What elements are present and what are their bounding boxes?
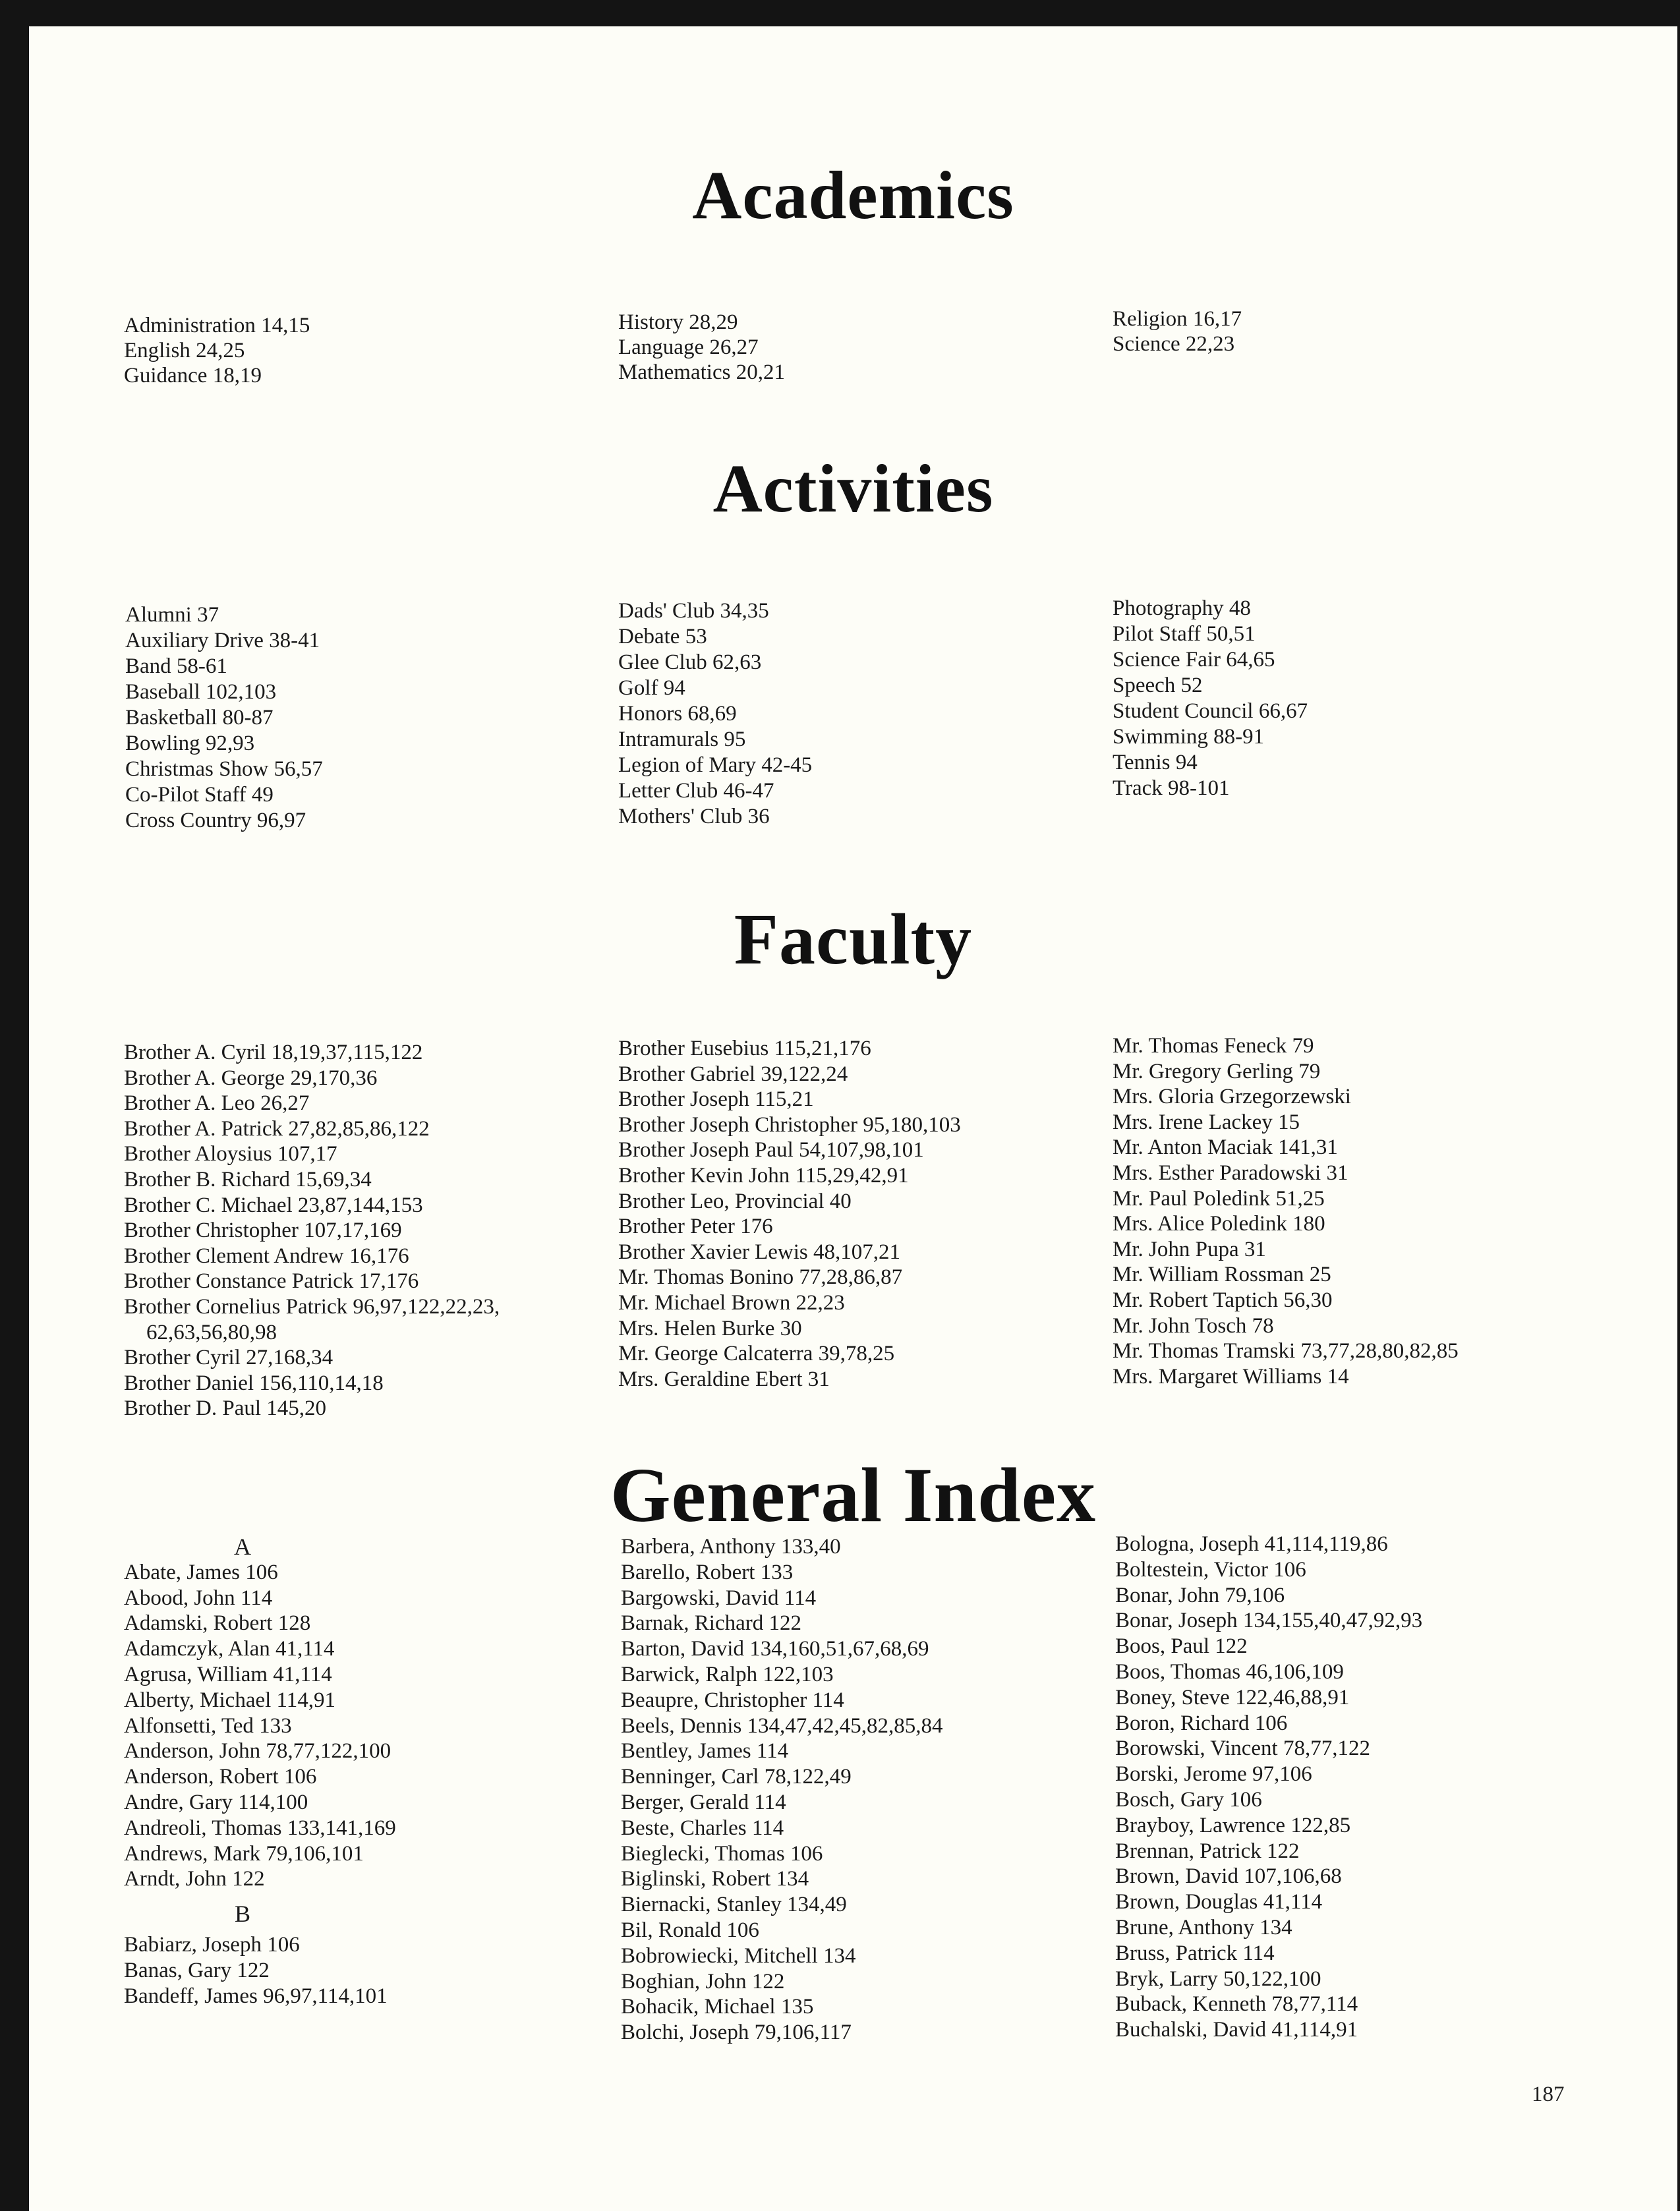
index-entry: Mr. George Calcaterra 39,78,25 bbox=[618, 1342, 895, 1366]
index-entry: Language 26,27 bbox=[618, 335, 759, 359]
letter-heading-a: A bbox=[234, 1534, 251, 1560]
general-index-column-1 bbox=[124, 1534, 625, 2009]
index-entry: Adamczyk, Alan 41,114 bbox=[124, 1637, 335, 1661]
index-entry: Mr. Paul Poledink 51,25 bbox=[1113, 1186, 1325, 1211]
index-entry: Bentley, James 114 bbox=[621, 1739, 789, 1764]
index-entry: Bargowski, David 114 bbox=[621, 1586, 817, 1610]
index-entry: Barton, David 134,160,51,67,68,69 bbox=[621, 1637, 929, 1661]
index-entry: Andre, Gary 114,100 bbox=[124, 1790, 308, 1814]
index-entry: Mrs. Gloria Grzegorzewski bbox=[1113, 1085, 1351, 1109]
index-entry: Brother Christopher 107,17,169 bbox=[124, 1219, 402, 1243]
academics-column-1 bbox=[124, 313, 625, 388]
index-entry: Brother A. Patrick 27,82,85,86,122 bbox=[124, 1116, 430, 1141]
index-entry: Photography 48 bbox=[1113, 596, 1251, 620]
activities-column-2 bbox=[618, 598, 1119, 830]
index-entry: Brother Joseph Christopher 95,180,103 bbox=[618, 1112, 961, 1137]
index-entry: Mr. Michael Brown 22,23 bbox=[618, 1290, 845, 1315]
index-entry: Borski, Jerome 97,106 bbox=[1115, 1762, 1312, 1787]
index-entry: Mrs. Helen Burke 30 bbox=[618, 1316, 802, 1340]
index-entry: Beaupre, Christopher 114 bbox=[621, 1688, 844, 1712]
index-entry: Co-Pilot Staff 49 bbox=[125, 783, 274, 807]
index-entry: Mr. William Rossman 25 bbox=[1113, 1263, 1331, 1287]
index-entry: Bryk, Larry 50,122,100 bbox=[1115, 1967, 1321, 1991]
index-entry: Administration 14,15 bbox=[124, 314, 310, 337]
general-index-column-3 bbox=[1115, 1532, 1616, 2043]
entries-a bbox=[124, 1560, 625, 1892]
index-entry: Brother Constance Patrick 17,176 bbox=[124, 1269, 419, 1294]
academics-heading: Academics bbox=[692, 158, 1014, 233]
index-entry: Banas, Gary 122 bbox=[124, 1958, 270, 1982]
index-entry: Brother Joseph Paul 54,107,98,101 bbox=[618, 1138, 924, 1163]
index-entry: Boos, Thomas 46,106,109 bbox=[1115, 1659, 1344, 1684]
index-entry: Brayboy, Lawrence 122,85 bbox=[1115, 1813, 1351, 1837]
index-entry: Bieglecki, Thomas 106 bbox=[621, 1841, 823, 1866]
index-entry: Boghian, John 122 bbox=[621, 1969, 785, 1994]
index-entry: Boos, Paul 122 bbox=[1115, 1634, 1248, 1659]
index-entry: Boney, Steve 122,46,88,91 bbox=[1115, 1685, 1350, 1709]
index-entry: Brune, Anthony 134 bbox=[1115, 1915, 1292, 1939]
index-entry: Abate, James 106 bbox=[124, 1560, 278, 1584]
index-entry: Christmas Show 56,57 bbox=[125, 757, 323, 781]
index-entry: Honors 68,69 bbox=[618, 702, 737, 726]
index-entry: Barbera, Anthony 133,40 bbox=[621, 1535, 841, 1559]
index-entry: Mr. Anton Maciak 141,31 bbox=[1113, 1135, 1338, 1160]
index-entry: Brother A. Leo 26,27 bbox=[124, 1091, 310, 1116]
index-entry: Bosch, Gary 106 bbox=[1115, 1787, 1262, 1812]
index-entry: Brown, Douglas 41,114 bbox=[1115, 1890, 1323, 1914]
index-entry: Alberty, Michael 114,91 bbox=[124, 1688, 336, 1712]
index-entry: Biglinski, Robert 134 bbox=[621, 1867, 809, 1891]
index-entry: Anderson, John 78,77,122,100 bbox=[124, 1739, 391, 1764]
index-entry: Brother A. George 29,170,36 bbox=[124, 1066, 378, 1090]
index-entry: Legion of Mary 42-45 bbox=[618, 753, 813, 777]
yearbook-index-page bbox=[29, 26, 1677, 2211]
index-entry: Brother Daniel 156,110,14,18 bbox=[124, 1371, 384, 1395]
index-entry: Alumni 37 bbox=[125, 603, 219, 627]
index-entry: Brother Leo, Provincial 40 bbox=[618, 1189, 852, 1213]
index-entry: Brother D. Paul 145,20 bbox=[124, 1396, 327, 1421]
index-entry: Barwick, Ralph 122,103 bbox=[621, 1662, 834, 1686]
letter-heading-b: B bbox=[234, 1901, 250, 1928]
index-entry: Adamski, Robert 128 bbox=[124, 1611, 311, 1636]
index-entry: Abood, John 114 bbox=[124, 1586, 273, 1610]
index-entry: Babiarz, Joseph 106 bbox=[124, 1932, 300, 1957]
index-entry: Intramurals 95 bbox=[618, 728, 746, 751]
letter-group-a bbox=[124, 1534, 625, 1560]
activities-column-1 bbox=[125, 602, 626, 834]
letter-group-b bbox=[124, 1901, 625, 1927]
index-entry: Pilot Staff 50,51 bbox=[1113, 622, 1256, 646]
general-index-heading: General Index bbox=[610, 1452, 1097, 1538]
index-entry: Guidance 18,19 bbox=[124, 364, 262, 388]
index-entry: Mr. Gregory Gerling 79 bbox=[1113, 1059, 1321, 1083]
index-entry: Agrusa, William 41,114 bbox=[124, 1662, 332, 1686]
index-entry: Mr. John Tosch 78 bbox=[1113, 1313, 1274, 1338]
academics-column-3 bbox=[1113, 306, 1613, 357]
index-entry: Barnak, Richard 122 bbox=[621, 1611, 802, 1636]
index-entry: Glee Club 62,63 bbox=[618, 650, 762, 674]
index-entry: Boltestein, Victor 106 bbox=[1115, 1557, 1306, 1582]
index-entry: Buback, Kenneth 78,77,114 bbox=[1115, 1992, 1358, 2017]
index-entry: Mothers' Club 36 bbox=[618, 805, 770, 828]
index-entry: Mrs. Irene Lackey 15 bbox=[1113, 1110, 1300, 1134]
index-entry: Borowski, Vincent 78,77,122 bbox=[1115, 1737, 1370, 1761]
index-entry: Brother Kevin John 115,29,42,91 bbox=[618, 1163, 909, 1188]
faculty-column-2 bbox=[618, 1036, 1119, 1392]
index-entry: Andreoli, Thomas 133,141,169 bbox=[124, 1816, 396, 1840]
index-entry: Brother Aloysius 107,17 bbox=[124, 1142, 337, 1166]
index-entry: Bolchi, Joseph 79,106,117 bbox=[621, 2021, 852, 2045]
index-entry: Brother Gabriel 39,122,24 bbox=[618, 1062, 848, 1086]
index-entry: Bowling 92,93 bbox=[125, 732, 255, 755]
index-entry: Student Council 66,67 bbox=[1113, 699, 1308, 723]
index-entry: Brother Joseph 115,21 bbox=[618, 1087, 814, 1112]
index-entry: Bohacik, Michael 135 bbox=[621, 1995, 814, 2019]
index-entry: Bonar, John 79,106 bbox=[1115, 1583, 1285, 1607]
index-entry: Barello, Robert 133 bbox=[621, 1560, 794, 1584]
index-entry: Mr. Thomas Feneck 79 bbox=[1113, 1034, 1314, 1058]
index-entry: Science 22,23 bbox=[1113, 332, 1235, 356]
faculty-heading: Faculty bbox=[734, 899, 973, 979]
index-entry: Boron, Richard 106 bbox=[1115, 1711, 1288, 1735]
index-entry: Benninger, Carl 78,122,49 bbox=[621, 1765, 852, 1789]
index-entry: Mathematics 20,21 bbox=[618, 360, 785, 384]
academics-column-2 bbox=[618, 310, 1119, 385]
index-entry: Debate 53 bbox=[618, 625, 707, 648]
faculty-column-1 bbox=[124, 1040, 625, 1421]
index-entry: Letter Club 46-47 bbox=[618, 779, 774, 803]
index-entry: Brother C. Michael 23,87,144,153 bbox=[124, 1193, 423, 1217]
index-entry: Swimming 88-91 bbox=[1113, 725, 1265, 749]
index-entry: Brother Eusebius 115,21,176 bbox=[618, 1037, 871, 1060]
index-entry: Mr. Robert Taptich 56,30 bbox=[1113, 1288, 1333, 1312]
index-entry: English 24,25 bbox=[124, 339, 245, 362]
page-number: 187 bbox=[1532, 2082, 1565, 2106]
index-entry: History 28,29 bbox=[618, 310, 738, 334]
general-index-column-2 bbox=[621, 1534, 1122, 2046]
index-entry: Bologna, Joseph 41,114,119,86 bbox=[1115, 1532, 1388, 1556]
index-entry: Bonar, Joseph 134,155,40,47,92,93 bbox=[1115, 1609, 1423, 1633]
entries-b bbox=[124, 1932, 625, 2009]
index-entry: Cross Country 96,97 bbox=[125, 809, 306, 832]
index-entry: Bobrowiecki, Mitchell 134 bbox=[621, 1943, 856, 1968]
index-entry: Brother Cyril 27,168,34 bbox=[124, 1346, 333, 1370]
index-entry: Tennis 94 bbox=[1113, 751, 1198, 774]
index-entry: Biernacki, Stanley 134,49 bbox=[621, 1893, 847, 1917]
index-entry: Anderson, Robert 106 bbox=[124, 1765, 317, 1789]
index-entry: Bil, Ronald 106 bbox=[621, 1918, 759, 1942]
index-entry: Golf 94 bbox=[618, 676, 685, 700]
index-entry: Bandeff, James 96,97,114,101 bbox=[124, 1984, 388, 2008]
index-entry: Mrs. Margaret Williams 14 bbox=[1113, 1364, 1349, 1389]
index-entry: Beels, Dennis 134,47,42,45,82,85,84 bbox=[621, 1713, 943, 1738]
index-entry: Band 58-61 bbox=[125, 654, 227, 678]
index-entry: Religion 16,17 bbox=[1113, 307, 1242, 331]
index-entry: Arndt, John 122 bbox=[124, 1867, 265, 1891]
activities-heading: Activities bbox=[712, 451, 994, 527]
index-entry: Dads' Club 34,35 bbox=[618, 599, 769, 623]
index-entry: Mr. Thomas Bonino 77,28,86,87 bbox=[618, 1265, 903, 1290]
index-entry: Beste, Charles 114 bbox=[621, 1816, 784, 1840]
index-entry: Bruss, Patrick 114 bbox=[1115, 1941, 1275, 1965]
index-entry: Brother A. Cyril 18,19,37,115,122 bbox=[124, 1041, 423, 1064]
index-entry: Mrs. Geraldine Ebert 31 bbox=[618, 1367, 830, 1391]
index-entry: Mr. John Pupa 31 bbox=[1113, 1237, 1266, 1261]
index-entry: Baseball 102,103 bbox=[125, 680, 277, 704]
index-entry: Buchalski, David 41,114,91 bbox=[1115, 2018, 1358, 2042]
index-entry: Brother Cornelius Patrick 96,97,122,22,23, 62,63,56,80,98 bbox=[124, 1294, 500, 1344]
index-entry: Auxiliary Drive 38-41 bbox=[125, 629, 320, 652]
index-entry: Brother Peter 176 bbox=[618, 1215, 773, 1239]
index-entry: Mr. Thomas Tramski 73,77,28,80,82,85 bbox=[1113, 1339, 1459, 1364]
index-entry: Track 98-101 bbox=[1113, 776, 1230, 800]
index-entry: Brother Xavier Lewis 48,107,21 bbox=[618, 1240, 900, 1264]
index-entry: Berger, Gerald 114 bbox=[621, 1790, 786, 1814]
faculty-column-3 bbox=[1113, 1033, 1613, 1389]
index-entry: Science Fair 64,65 bbox=[1113, 648, 1275, 672]
index-entry: Mrs. Alice Poledink 180 bbox=[1113, 1212, 1325, 1236]
index-entry: Brother B. Richard 15,69,34 bbox=[124, 1167, 372, 1192]
activities-column-3 bbox=[1113, 596, 1613, 801]
index-entry: Brennan, Patrick 122 bbox=[1115, 1839, 1300, 1863]
index-entry: Alfonsetti, Ted 133 bbox=[124, 1713, 292, 1738]
index-entry: Speech 52 bbox=[1113, 674, 1203, 697]
index-entry: Andrews, Mark 79,106,101 bbox=[124, 1841, 364, 1866]
index-entry: Brown, David 107,106,68 bbox=[1115, 1864, 1342, 1889]
index-entry: Basketball 80-87 bbox=[125, 706, 274, 730]
index-entry: Mrs. Esther Paradowski 31 bbox=[1113, 1161, 1348, 1185]
index-entry: Brother Clement Andrew 16,176 bbox=[124, 1244, 409, 1268]
